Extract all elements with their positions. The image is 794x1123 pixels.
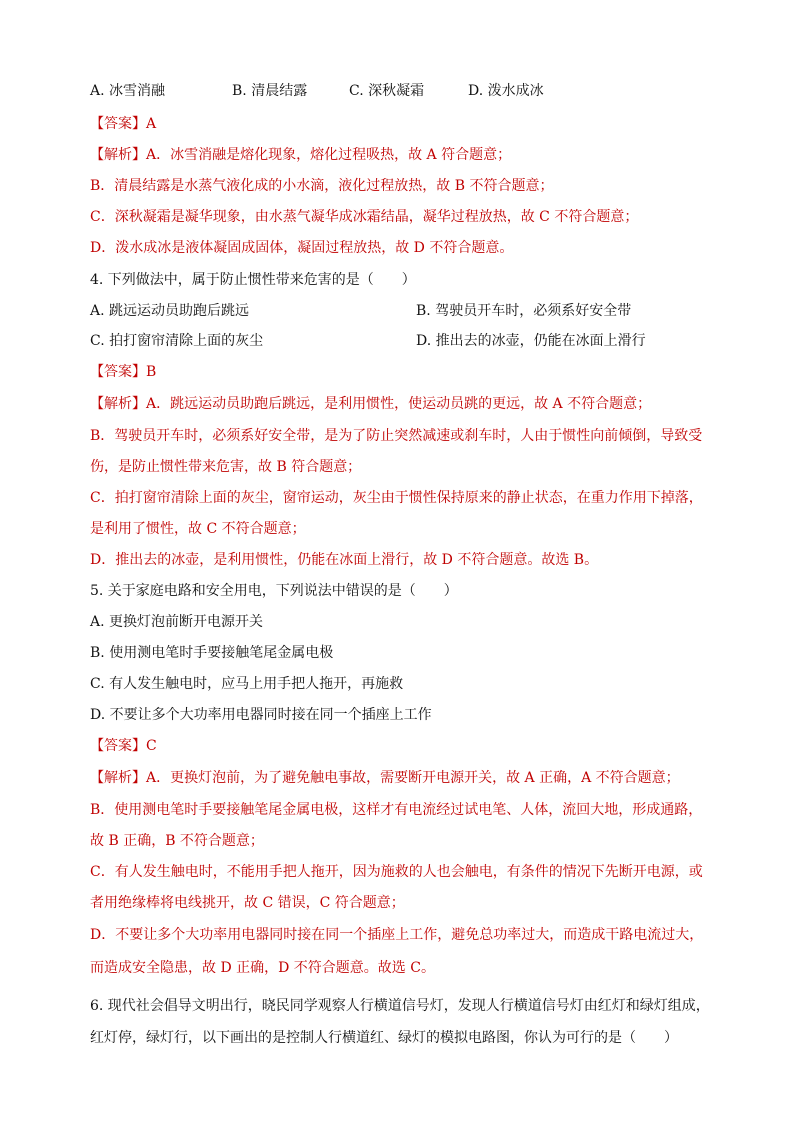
q5-analysis-line-3: 故 B 正确，B 不符合题意； — [90, 833, 264, 849]
answer-tag: 【答案】 — [90, 116, 146, 132]
q5-question: 5. 关于家庭电路和安全用电，下列说法中错误的是（ ） — [90, 583, 458, 599]
q4-option-c: C. 拍打窗帘清除上面的灰尘 — [90, 333, 264, 349]
analysis-tag: 【解析】 — [90, 147, 146, 163]
q5-option-a: A. 更换灯泡前断开电源开关 — [90, 614, 264, 630]
q4-analysis-line-4: C．拍打窗帘清除上面的灰尘，窗帘运动，灰尘由于惯性保持原来的静止状态，在重力作用下掉落， — [90, 490, 703, 506]
q4-option-a: A. 跳远运动员助跑后跳远 — [90, 303, 250, 319]
q4-analysis-line-2: B．驾驶员开车时，必须系好安全带，是为了防止突然减速或刹车时，人由于惯性向前倾倒，导致受 — [90, 428, 703, 444]
q3-option-d: D. 泼水成冰 — [468, 83, 544, 99]
q3-answer — [90, 114, 156, 134]
answer-value: C — [146, 738, 157, 754]
q5-option-c: C. 有人发生触电时，应马上用手把人拖开，再施救 — [90, 676, 404, 692]
q4-analysis-line-5: 是利用了惯性，故 C 不符合题意； — [90, 521, 306, 537]
q4-question: 4. 下列做法中，属于防止惯性带来危害的是（ ） — [90, 272, 416, 288]
analysis-tag: 【解析】 — [90, 770, 146, 786]
q5-analysis-line-6: D．不要让多个大功率用电器同时接在同一个插座上工作，避免总功率过大，而造成干路电流过大， — [90, 927, 704, 943]
q5-analysis-line-1 — [90, 768, 680, 788]
q4-analysis-line-1 — [90, 394, 651, 414]
q5-analysis-line-7: 而造成安全隐患，故 D 正确，D 不符合题意。故选 C。 — [90, 960, 435, 976]
q4-analysis-line-6: D．推出去的冰壶，是利用惯性，仍能在冰面上滑行，故 D 不符合题意。故选 B。 — [90, 552, 599, 568]
analysis-text: A．冰雪消融是熔化现象，熔化过程吸热，故 A 符合题意； — [146, 147, 512, 163]
analysis-text: A．更换灯泡前，为了避免触电事故，需要断开电源开关，故 A 正确，A 不符合题意； — [146, 770, 680, 786]
q4-option-b: B. 驾驶员开车时，必须系好安全带 — [416, 303, 632, 319]
q6-question-line-2: 红灯停，绿灯行，以下画出的是控制人行横道红、绿灯的模拟电路图，你认为可行的是（ ） — [90, 1030, 678, 1046]
q4-option-d: D. 推出去的冰壶，仍能在冰面上滑行 — [416, 333, 646, 349]
q4-answer — [90, 362, 156, 382]
q3-option-c: C. 深秋凝霜 — [349, 83, 425, 99]
q6-question-line-1: 6. 现代社会倡导文明出行，晓民同学观察人行横道信号灯，发现人行横道信号灯由红灯和绿灯组成， — [90, 998, 710, 1014]
q3-analysis-line-2: B．清晨结露是水蒸气液化成的小水滴，液化过程放热，故 B 不符合题意； — [90, 178, 554, 194]
q3-option-a: A. 冰雪消融 — [90, 83, 166, 99]
q3-analysis-line-4: D．泼水成冰是液体凝固成固体，凝固过程放热，故 D 不符合题意。 — [90, 240, 514, 256]
q4-analysis-line-3: 伤，是防止惯性带来危害，故 B 符合题意； — [90, 459, 362, 475]
answer-tag: 【答案】 — [90, 738, 146, 754]
q5-option-d: D. 不要让多个大功率用电器同时接在同一个插座上工作 — [90, 707, 432, 723]
q5-analysis-line-4: C．有人发生触电时，不能用手把人拖开，因为施救的人也会触电，有条件的情况下先断开电源，或 — [90, 864, 703, 880]
analysis-text: A．跳远运动员助跑后跳远，是利用惯性，使运动员跳的更远，故 A 不符合题意； — [146, 396, 652, 412]
q5-analysis-line-5: 者用绝缘棒将电线挑开，故 C 错误，C 符合题意； — [90, 895, 405, 911]
answer-value: B — [146, 364, 157, 380]
q3-analysis-line-3: C．深秋凝霜是凝华现象，由水蒸气凝华成冰霜结晶，凝华过程放热，故 C 不符合题意； — [90, 209, 639, 225]
q3-option-b: B. 清晨结露 — [232, 83, 308, 99]
q5-option-b: B. 使用测电笔时手要接触笔尾金属电极 — [90, 645, 334, 661]
answer-value: A — [146, 116, 157, 132]
q5-analysis-line-2: B．使用测电笔时手要接触笔尾金属电极，这样才有电流经过试电笔、人体，流回大地，形成通路， — [90, 802, 703, 818]
answer-tag: 【答案】 — [90, 364, 146, 380]
analysis-tag: 【解析】 — [90, 396, 146, 412]
q5-answer — [90, 736, 157, 756]
q3-analysis-line-1 — [90, 145, 511, 165]
